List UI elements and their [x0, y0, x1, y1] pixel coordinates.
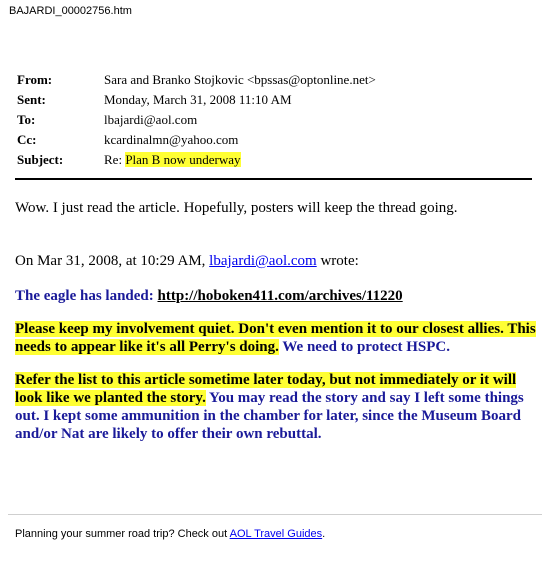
email-header [17, 70, 376, 170]
header-cc-row [17, 130, 376, 150]
from-label: From: [17, 72, 53, 87]
header-divider [15, 178, 532, 180]
sent-value: Monday, March 31, 2008 11:10 AM [104, 92, 292, 107]
ammunition-text: You may read the story and say I left some things out. I kept some ammunition in the chamber for later, since the Museum Board and/or Nat are likely to offer their own rebuttal. [15, 390, 524, 442]
footer-text: Planning your summer road trip? Check out [15, 528, 230, 540]
to-label: To: [17, 112, 36, 127]
quoted-paragraph-1 [15, 287, 540, 305]
header-sent-row [17, 90, 376, 110]
cc-value: kcardinalmn@yahoo.com [104, 132, 239, 147]
to-value: lbajardi@aol.com [104, 112, 198, 127]
quoted-paragraph-2 [15, 320, 540, 356]
document-filename: BAJARDI_00002756.htm [9, 5, 132, 17]
attribution-prefix: On Mar 31, 2008, at 10:29 AM, [15, 253, 210, 269]
refer-list-highlight: Refer the list to this article sometime later today, but not immediately or it will look like we planted the story. [15, 372, 517, 406]
aol-travel-link[interactable]: AOL Travel Guides [229, 528, 323, 540]
header-from-row [17, 70, 376, 90]
sender-email-link[interactable]: lbajardi@aol.com [209, 253, 317, 269]
sent-label: Sent: [17, 92, 46, 107]
subject-value [104, 150, 241, 170]
quote-attribution [15, 253, 359, 270]
subject-highlight: Plan B now underway [125, 152, 241, 167]
article-link[interactable]: http://hoboken411.com/archives/11220 [157, 288, 403, 304]
subject-prefix: Re: [104, 152, 126, 167]
quoted-paragraph-3 [15, 371, 540, 443]
involvement-highlight: Please keep my involvement quiet. Don't even mention it to our closest allies. This needs to appear like it's all Perry's doing. [15, 321, 536, 355]
cc-label: Cc: [17, 132, 37, 147]
header-subject-row [17, 150, 376, 170]
footer [15, 528, 325, 540]
protect-text: We need to protect HSPC. [278, 339, 450, 355]
header-to-row [17, 110, 376, 130]
attribution-suffix: wrote: [316, 253, 359, 269]
eagle-text: The eagle has landed: [15, 288, 158, 304]
reply-text: Wow. I just read the article. Hopefully, posters will keep the thread going. [15, 200, 458, 216]
quoted-message [15, 287, 540, 458]
subject-label: Subject: [17, 152, 64, 167]
footer-end: . [322, 528, 326, 540]
footer-divider [8, 514, 542, 515]
from-value: Sara and Branko Stojkovic <bpssas@optonline.net> [104, 72, 376, 87]
